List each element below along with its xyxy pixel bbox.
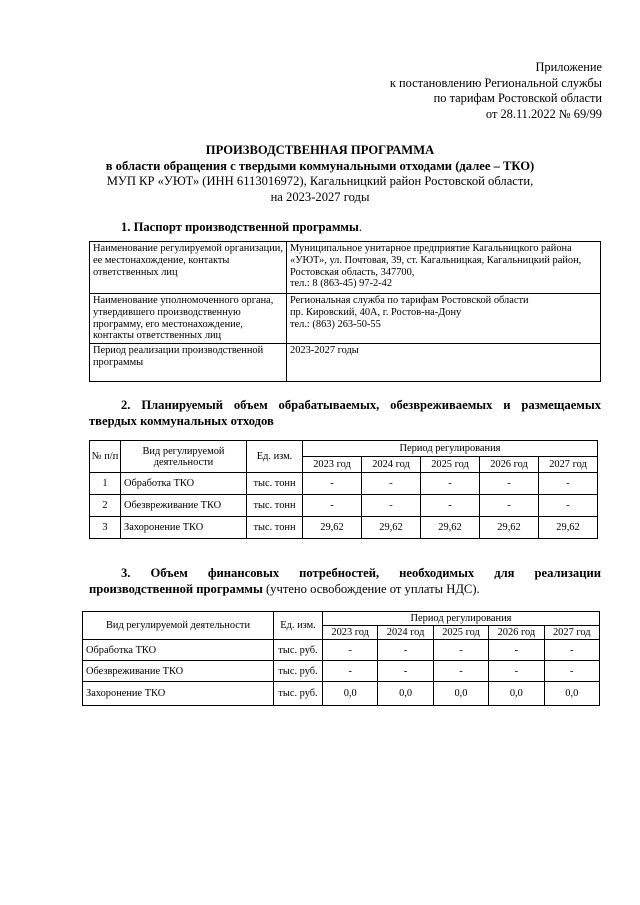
table-row: [90, 242, 601, 294]
cell-value: -: [323, 661, 378, 682]
table-row: [83, 661, 600, 682]
cell-value: -: [378, 640, 433, 661]
section3-heading-text: 3. Объем финансовых потребностей, необходимых для реализации производственной программы: [89, 566, 601, 596]
header-year: 2024 год: [362, 457, 421, 473]
cell-value: -: [544, 640, 599, 661]
cell-value: -: [480, 473, 539, 495]
table-row: [90, 517, 598, 539]
header-year: 2026 год: [480, 457, 539, 473]
volume-table: [89, 440, 598, 539]
cell-activity: Обработка ТКО: [121, 473, 247, 495]
appendix-note: [390, 60, 602, 122]
passport-label: Период реализации производственной программы: [90, 344, 287, 382]
title-line: ПРОИЗВОДСТВЕННАЯ ПРОГРАММА: [205, 143, 435, 157]
section2-heading-text: 2. Планируемый объем обрабатываемых, обезвреживаемых и размещаемых твердых коммунальных отходов: [89, 398, 601, 428]
passport-table: [89, 241, 601, 382]
table-header-row: [90, 441, 598, 457]
cell-value: -: [489, 640, 544, 661]
cell-value: 0,0: [433, 682, 488, 706]
header-activity: Вид регулируемой деятельности: [83, 612, 274, 640]
cell-unit: тыс. руб.: [274, 640, 323, 661]
cell-value: -: [362, 495, 421, 517]
header-year: 2026 год: [489, 626, 544, 640]
cell-activity: Захоронение ТКО: [121, 517, 247, 539]
cell-value: -: [433, 661, 488, 682]
cell-unit: тыс. руб.: [274, 661, 323, 682]
appendix-line: от 28.11.2022 № 69/99: [485, 106, 602, 121]
passport-value-line: 2023-2027 годы: [290, 345, 359, 357]
header-period: Период регулирования: [323, 612, 600, 626]
passport-value-line: тел.: 8 (863-45) 97-2-42: [290, 278, 393, 290]
cell-value: -: [303, 495, 362, 517]
cell-value: 29,62: [303, 517, 362, 539]
header-year: 2024 год: [378, 626, 433, 640]
appendix-line: Приложение: [535, 60, 602, 74]
section1-heading: [121, 220, 362, 236]
cell-unit: тыс. тонн: [247, 495, 303, 517]
passport-value-line: Региональная служба по тарифам Ростовской области: [290, 295, 529, 306]
cell-value: 29,62: [421, 517, 480, 539]
cell-value: -: [378, 661, 433, 682]
passport-value: [287, 242, 601, 294]
header-year: 2023 год: [303, 457, 362, 473]
cell-value: -: [544, 661, 599, 682]
header-period: Период регулирования: [303, 441, 598, 457]
section2-heading: [89, 398, 601, 429]
passport-value-line: Муниципальное унитарное предприятие Кагальницкого района «УЮТ», ул. Почтовая, 39, ст. Кагальницкая, Кагальницкий район, Ростовская область, 347700,: [290, 243, 582, 278]
header-year: 2027 год: [544, 626, 599, 640]
cell-value: -: [421, 473, 480, 495]
cell-value: 0,0: [489, 682, 544, 706]
appendix-line: к постановлению Региональной службы: [389, 75, 602, 90]
cell-unit: тыс. руб.: [274, 682, 323, 706]
cell-value: -: [480, 495, 539, 517]
cell-value: 0,0: [544, 682, 599, 706]
cell-unit: тыс. тонн: [247, 517, 303, 539]
cell-activity: Захоронение ТКО: [83, 682, 274, 706]
header-unit: Ед. изм.: [247, 441, 303, 473]
passport-label: Наименование уполномоченного органа, утвердившего производственную программу, его местонахождение, контакты ответственных лиц: [90, 294, 287, 344]
cell-activity: Обработка ТКО: [83, 640, 274, 661]
appendix-line: по тарифам Ростовской области: [433, 91, 602, 106]
cell-num: 1: [90, 473, 121, 495]
cell-value: -: [303, 473, 362, 495]
header-year: 2023 год: [323, 626, 378, 640]
cell-value: -: [539, 495, 598, 517]
table-row: [90, 473, 598, 495]
passport-value-line: тел.: (863) 263-50-55: [290, 318, 381, 330]
section3-heading-tail: (учтено освобождение от уплаты НДС).: [262, 581, 480, 596]
passport-value: [287, 294, 601, 344]
title-line: МУП КР «УЮТ» (ИНН 6113016972), Кагальницкий район Ростовской области,: [106, 174, 534, 189]
section1-heading-tail: .: [358, 220, 362, 234]
finance-table: [82, 611, 600, 706]
header-year: 2025 год: [421, 457, 480, 473]
cell-num: 3: [90, 517, 121, 539]
table-row: [83, 640, 600, 661]
cell-value: 29,62: [539, 517, 598, 539]
section1-heading-text: 1. Паспорт производственной программы: [121, 220, 359, 234]
cell-value: 29,62: [362, 517, 421, 539]
cell-value: -: [539, 473, 598, 495]
passport-value-line: пр. Кировский, 40А, г. Ростов-на-Дону: [290, 306, 462, 318]
title-line: на 2023-2027 годы: [270, 189, 370, 204]
section3-heading: [89, 566, 601, 597]
cell-value: 0,0: [323, 682, 378, 706]
passport-label: Наименование регулируемой организации, ее местонахождение, контакты ответственных лиц: [90, 242, 287, 294]
cell-value: -: [362, 473, 421, 495]
cell-unit: тыс. тонн: [247, 473, 303, 495]
cell-value: -: [323, 640, 378, 661]
cell-value: 29,62: [480, 517, 539, 539]
table-row: [90, 495, 598, 517]
cell-num: 2: [90, 495, 121, 517]
header-unit: Ед. изм.: [274, 612, 323, 640]
table-row: [90, 344, 601, 382]
cell-activity: Обезвреживание ТКО: [83, 661, 274, 682]
cell-activity: Обезвреживание ТКО: [121, 495, 247, 517]
passport-value: [287, 344, 601, 382]
table-row: [90, 294, 601, 344]
header-year: 2027 год: [539, 457, 598, 473]
header-year: 2025 год: [433, 626, 488, 640]
document-title: [40, 143, 600, 205]
cell-value: -: [433, 640, 488, 661]
header-num: № п/п: [90, 441, 121, 473]
title-line: в области обращения с твердыми коммунальными отходами (далее – ТКО): [105, 158, 535, 173]
header-activity: Вид регулируемой деятельности: [121, 441, 247, 473]
cell-value: -: [421, 495, 480, 517]
table-header-row: [83, 612, 600, 626]
cell-value: 0,0: [378, 682, 433, 706]
table-row: [83, 682, 600, 706]
cell-value: -: [489, 661, 544, 682]
